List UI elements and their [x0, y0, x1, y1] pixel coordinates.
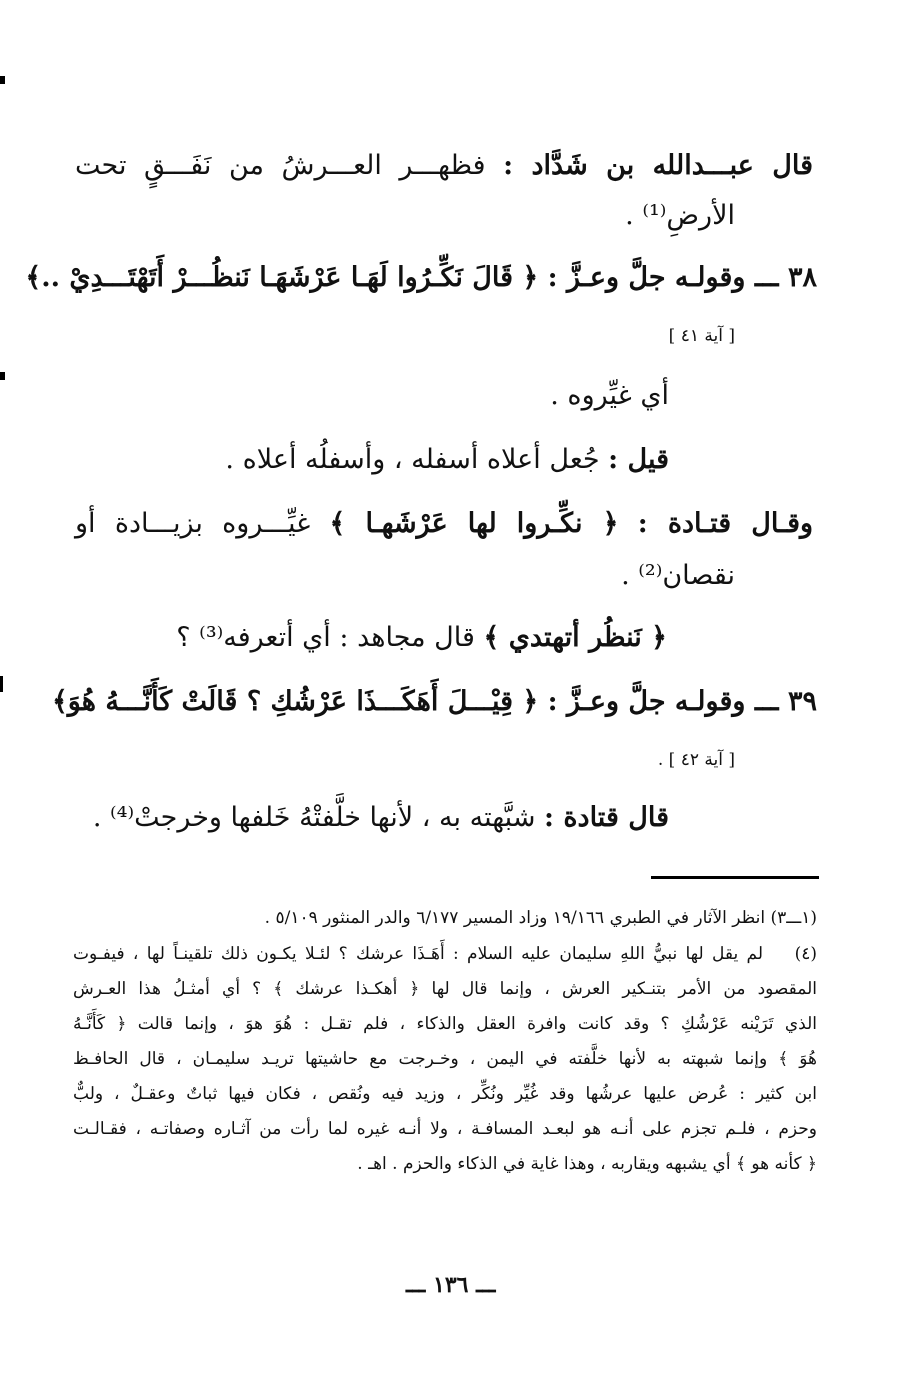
body-line-qatada-1: [75, 508, 813, 540]
scan-mark: [0, 76, 5, 84]
verse-number: ٣٩ ـــ: [754, 686, 817, 717]
body-line-nuqsan: نقصان⁽²⁾ .: [621, 560, 735, 591]
verse-39: [51, 686, 817, 718]
verse-intro: وقولـه جلَّ وعـزَّ :: [547, 262, 746, 293]
line-text: جُعل أعلاه أسفله ، وأسفلُه أعلاه .: [225, 444, 600, 475]
line-text: شبَّهته به ، لأنها خلَّفتْهُ خَلفها وخرجتْ⁽⁴⁾ .: [92, 802, 536, 833]
line-text: غيِّـــروه بزيـــادة أو: [75, 508, 311, 539]
body-line-2: الأرضِ⁽¹⁾ .: [625, 200, 735, 231]
verse-intro: وقولـه جلَّ وعـزَّ :: [547, 686, 746, 717]
footnote-4-line-1: لم يقل لها نبيُّ اللهِ سليمان عليه السلام : أَهَـذَا عرشك ؟ لئـلا يكـون ذلك تلقينـاً لها ، فيفـوت: [73, 944, 763, 964]
quran-quote: ﴿ نكِّـروا لها عَرْشَهـا ﴾: [329, 508, 619, 539]
footnote-4-line-5: ابن كثير : عُرض عليها عرشُها وقد غُيِّر ونُكِّر ، وزيد فيه ونُقص ، فكان فيها ثباتٌ وعقـلٌ ، ولبٌّ: [73, 1084, 817, 1104]
quran-quote: ﴿ قَالَ نَكِّـرُوا لَهَـا عَرْشَهَـا نَنظُـــرْ أَتَهْتَـــدِيْ ..﴾: [25, 262, 539, 293]
speaker-qatada: وقـال قتـادة :: [637, 508, 814, 539]
verse-38-reference: [ آية ٤١ ]: [668, 326, 735, 346]
footnote-4-line-3: الذي تَرَيْنه عَرْشُكِ ؟ وقد كانت وافرة العقل والذكاء ، فلم تقـل : هُوَ هوَ ، وإنما قالت ﴿ كَأَنَّـهُ: [73, 1014, 817, 1034]
speaker-abdullah: قال عبـــدالله بن شَدَّاد :: [503, 150, 813, 181]
body-line-qatada-2: [93, 802, 669, 834]
speaker-qatada: قال قتادة :: [544, 802, 669, 833]
footnote-4-marker: (٤): [794, 944, 817, 964]
body-line-ghayyiruh: أي غيِّروه .: [550, 380, 669, 411]
footnote-4-line-6: وحزم ، فلـم تجزم على أنـه هو لبعـد المسافـة ، ولا أنـه غيره لما رأت من آثـاره وصفاتـه ، فقـالـت: [73, 1119, 817, 1139]
body-line-mujahid: [176, 622, 667, 654]
label-qil: قيل :: [608, 444, 669, 475]
verse-38: [25, 262, 817, 294]
footnote-4-line-7: ﴿ كأنه هو ﴾ أي يشبهه ويقاربه ، وهذا غاية في الذكاء والحزم . اهـ .: [357, 1154, 817, 1174]
line-text: قال مجاهد : أي أتعرفه⁽³⁾ ؟: [176, 622, 475, 653]
body-line-1: [75, 150, 813, 182]
scan-mark: [0, 676, 3, 692]
body-line-qil: [225, 444, 669, 476]
page-number: ـــ ١٣٦ ـــ: [406, 1272, 496, 1298]
verse-39-reference: [ آية ٤٢ ] .: [657, 750, 735, 770]
quran-quote: ﴿ قِيْـــلَ أَهَكَـــذَا عَرْشُكِ ؟ قَالَتْ كَأَنَّـــهُ هُوَ﴾: [51, 686, 539, 717]
quran-quote: ﴿ نَنظُر أتهتدي ﴾: [483, 622, 667, 653]
footnote-4-line-4: هُوَ ﴾ وإنما شبهته به لأنها خلَّفته في اليمن ، وخـرجت مع حاشيتها تريـد سليمـان ، قال الحافـظ: [73, 1049, 818, 1069]
scan-mark: [0, 372, 5, 380]
footnote-4-line-2: المقصود من الأمر بتنـكير العرش ، وإنما قال لها ﴿ أهكـذا عرشك ﴾ ؟ أي أمثـلُ هذا العـرش: [73, 979, 817, 999]
footnote-1-3: (١ـــ٣) انظر الآثار في الطبري ١٩/١٦٦ وزاد المسير ٦/١٧٧ والدر المنثور ٥/١٠٩ .: [264, 908, 817, 928]
line-text: فظهـــر العـــرشُ من نَفَـــقٍ تحت: [75, 150, 486, 181]
footnote-separator: [651, 876, 819, 879]
verse-number: ٣٨ ـــ: [754, 262, 817, 293]
